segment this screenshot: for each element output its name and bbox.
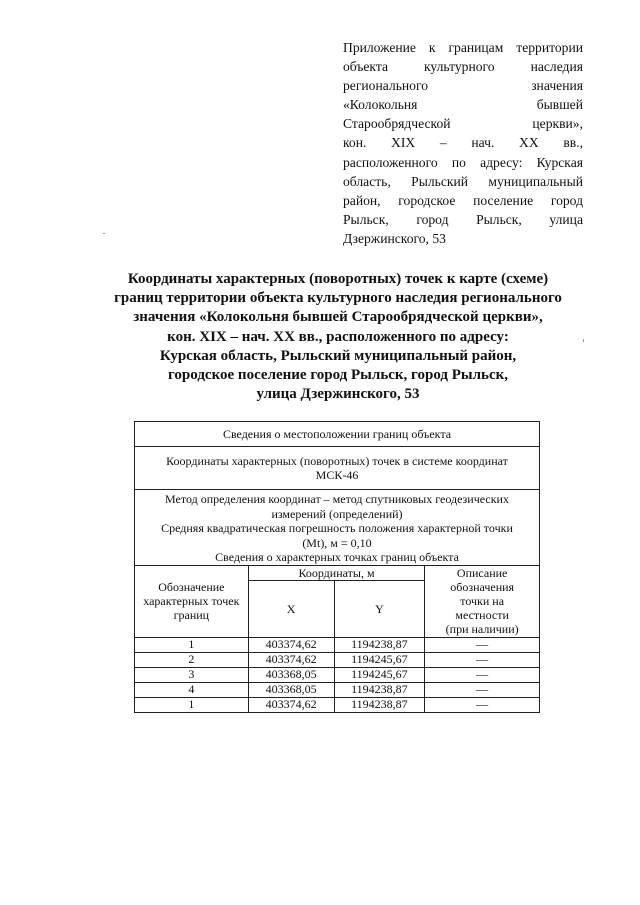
point-cell: 2 xyxy=(135,652,249,667)
table-row xyxy=(135,637,540,652)
description-cell: — xyxy=(425,667,540,682)
location-header: Сведения о местоположении границ объекта xyxy=(135,422,540,447)
point-cell: 1 xyxy=(135,697,249,712)
coordinates-column-header: Координаты, м xyxy=(248,565,425,580)
x-cell: 403368,05 xyxy=(248,682,334,697)
point-column-header xyxy=(135,565,249,637)
point-cell: 3 xyxy=(135,667,249,682)
header-text: (при наличии) xyxy=(445,622,519,636)
accuracy-line: Средняя квадратическая погрешность положения характерной точки xyxy=(161,521,513,535)
table-row xyxy=(135,667,540,682)
appendix-line: район, городское поселение город xyxy=(343,192,583,208)
header-text: характерных точек xyxy=(143,594,240,608)
appendix-line: «Колокольня бывшей xyxy=(343,97,583,113)
method-cell xyxy=(135,490,540,566)
point-cell: 4 xyxy=(135,682,249,697)
x-cell: 403374,62 xyxy=(248,637,334,652)
title-line: значения «Колокольня бывшей Старообрядческой церкви», xyxy=(133,309,543,326)
title-line: Координаты характерных (поворотных) точек к карте (схеме) xyxy=(127,271,549,287)
table-header-row xyxy=(135,490,540,566)
coordinates-table xyxy=(134,421,540,713)
y-cell: 1194238,87 xyxy=(334,637,425,652)
y-cell: 1194245,67 xyxy=(334,652,425,667)
appendix-line: Дзержинского, 53 xyxy=(343,230,446,246)
appendix-line: область, Рыльский муниципальный xyxy=(343,173,583,189)
header-text: Обозначение xyxy=(158,580,225,594)
y-cell: 1194238,87 xyxy=(334,682,425,697)
appendix-line: Рыльск, город Рыльск, улица xyxy=(343,211,583,227)
table-header-row xyxy=(135,422,540,447)
appendix-note xyxy=(343,38,583,248)
description-cell: — xyxy=(425,682,540,697)
y-cell: 1194245,67 xyxy=(334,667,425,682)
x-cell: 403374,62 xyxy=(248,697,334,712)
coordinate-system-cell xyxy=(135,447,540,490)
appendix-line: Старообрядческой церкви», xyxy=(343,116,583,132)
title-line: границ территории объекта культурного наследия регионального xyxy=(114,290,562,307)
appendix-line: объекта культурного наследия xyxy=(343,59,583,75)
method-line: измерений (определений) xyxy=(271,506,403,521)
appendix-line: Приложение к границам территории xyxy=(343,40,583,55)
x-column-header: X xyxy=(248,580,334,637)
table-header-row xyxy=(135,447,540,490)
description-column-header xyxy=(425,565,540,637)
header-text: границ xyxy=(173,608,210,622)
appendix-line: регионального значения xyxy=(343,78,583,94)
title-line: кон. XIX – нач. XX вв., расположенного по адресу: xyxy=(167,328,509,345)
appendix-line: кон. XIX – нач. XX вв., xyxy=(343,135,583,151)
header-text: точки на xyxy=(460,594,505,608)
title-line: улица Дзержинского, 53 xyxy=(256,386,420,403)
scan-speck xyxy=(103,233,105,234)
accuracy-line: (Mt), м = 0,10 xyxy=(302,535,372,550)
point-cell: 1 xyxy=(135,637,249,652)
description-cell: — xyxy=(425,637,540,652)
points-header: Сведения о характерных точках границ объекта xyxy=(215,550,459,564)
y-column-header: Y xyxy=(334,580,425,637)
x-cell: 403368,05 xyxy=(248,667,334,682)
description-cell: — xyxy=(425,697,540,712)
column-header-row xyxy=(135,565,540,580)
table-row xyxy=(135,652,540,667)
table-row xyxy=(135,697,540,712)
document-title xyxy=(88,270,588,404)
coordinate-system-line: Координаты характерных (поворотных) точек в системе координат xyxy=(166,454,508,468)
y-cell: 1194238,87 xyxy=(334,697,425,712)
table-row xyxy=(135,682,540,697)
appendix-line: расположенного по адресу: Курская xyxy=(343,154,583,170)
header-text: обозначения xyxy=(450,580,515,594)
header-text: Описание xyxy=(456,566,508,580)
title-line: Курская область, Рыльский муниципальный район, xyxy=(159,347,517,364)
x-cell: 403374,62 xyxy=(248,652,334,667)
header-text: местности xyxy=(455,608,509,622)
coordinate-system-line: МСК-46 xyxy=(315,468,359,482)
method-line: Метод определения координат – метод спутниковых геодезических xyxy=(165,492,509,506)
title-line: городское поселение город Рыльск, город Рыльск, xyxy=(167,367,509,384)
description-cell: — xyxy=(425,652,540,667)
